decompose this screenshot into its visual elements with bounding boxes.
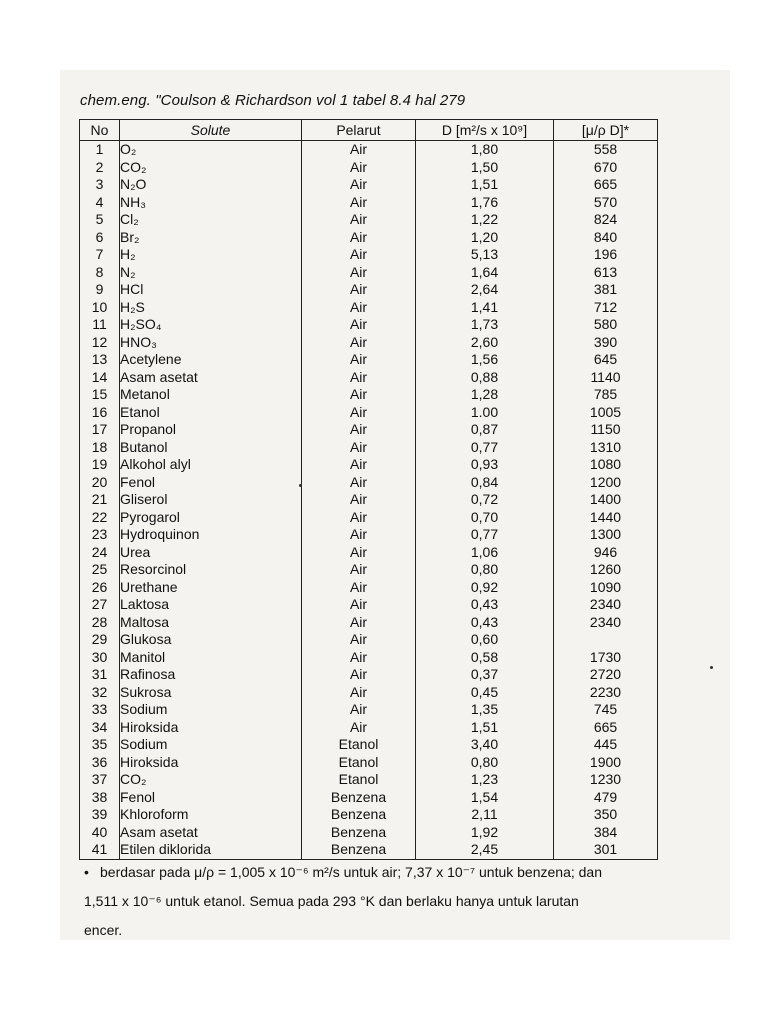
table-row xyxy=(80,736,658,754)
cell-pelarut: Air xyxy=(302,456,416,474)
table-row xyxy=(80,491,658,509)
cell-mu: 1005 xyxy=(554,404,658,422)
cell-pelarut: Air xyxy=(302,509,416,527)
cell-no: 17 xyxy=(80,421,120,439)
cell-mu: 570 xyxy=(554,194,658,212)
cell-mu: 840 xyxy=(554,229,658,247)
scan-speck xyxy=(299,484,302,487)
cell-pelarut: Air xyxy=(302,264,416,282)
cell-pelarut: Air xyxy=(302,649,416,667)
cell-pelarut: Air xyxy=(302,299,416,317)
table-row xyxy=(80,666,658,684)
cell-mu: 1300 xyxy=(554,526,658,544)
cell-solute: Propanol xyxy=(120,421,302,439)
table-row xyxy=(80,281,658,299)
cell-pelarut: Air xyxy=(302,491,416,509)
cell-no: 41 xyxy=(80,841,120,859)
cell-pelarut: Air xyxy=(302,386,416,404)
cell-pelarut: Air xyxy=(302,281,416,299)
cell-no: 6 xyxy=(80,229,120,247)
cell-no: 8 xyxy=(80,264,120,282)
cell-mu: 1230 xyxy=(554,771,658,789)
table-row xyxy=(80,351,658,369)
cell-no: 37 xyxy=(80,771,120,789)
table-row xyxy=(80,771,658,789)
cell-solute: Hiroksida xyxy=(120,719,302,737)
cell-no: 4 xyxy=(80,194,120,212)
cell-mu: 390 xyxy=(554,334,658,352)
table-row xyxy=(80,299,658,317)
cell-no: 20 xyxy=(80,474,120,492)
cell-d: 1,20 xyxy=(416,229,554,247)
cell-solute: H₂S xyxy=(120,299,302,317)
cell-d: 2,45 xyxy=(416,841,554,859)
cell-d: 1,80 xyxy=(416,141,554,159)
cell-solute: Sodium xyxy=(120,701,302,719)
cell-pelarut: Air xyxy=(302,316,416,334)
document-title: chem.eng. "Coulson & Richardson vol 1 tabel 8.4 hal 279 xyxy=(80,92,466,109)
cell-no: 24 xyxy=(80,544,120,562)
cell-d: 0,77 xyxy=(416,439,554,457)
table-row xyxy=(80,194,658,212)
cell-mu: 1900 xyxy=(554,754,658,772)
table-row xyxy=(80,544,658,562)
table-row xyxy=(80,526,658,544)
cell-no: 36 xyxy=(80,754,120,772)
cell-pelarut: Air xyxy=(302,666,416,684)
cell-mu: 2340 xyxy=(554,614,658,632)
table-row xyxy=(80,579,658,597)
table-row xyxy=(80,386,658,404)
cell-pelarut: Air xyxy=(302,631,416,649)
cell-mu: 1310 xyxy=(554,439,658,457)
cell-d: 1,51 xyxy=(416,176,554,194)
cell-d: 2,11 xyxy=(416,806,554,824)
cell-no: 12 xyxy=(80,334,120,352)
cell-solute: Hydroquinon xyxy=(120,526,302,544)
table-row xyxy=(80,456,658,474)
cell-mu: 1730 xyxy=(554,649,658,667)
cell-pelarut: Air xyxy=(302,684,416,702)
cell-pelarut: Air xyxy=(302,229,416,247)
bullet-icon: • xyxy=(84,864,89,880)
cell-no: 10 xyxy=(80,299,120,317)
cell-d: 0,70 xyxy=(416,509,554,527)
cell-pelarut: Air xyxy=(302,246,416,264)
cell-mu: 1440 xyxy=(554,509,658,527)
cell-no: 35 xyxy=(80,736,120,754)
table-row xyxy=(80,614,658,632)
table-row xyxy=(80,701,658,719)
table-row xyxy=(80,141,658,159)
cell-solute: O₂ xyxy=(120,141,302,159)
header-schmidt: [μ/ρ D]* xyxy=(554,120,658,141)
table-row xyxy=(80,421,658,439)
cell-mu: 745 xyxy=(554,701,658,719)
cell-pelarut: Benzena xyxy=(302,806,416,824)
cell-d: 1,28 xyxy=(416,386,554,404)
cell-mu: 1200 xyxy=(554,474,658,492)
table-row xyxy=(80,264,658,282)
cell-pelarut: Etanol xyxy=(302,754,416,772)
header-diffusivity: D [m²/s x 10⁹] xyxy=(416,120,554,141)
cell-no: 3 xyxy=(80,176,120,194)
cell-solute: Urethane xyxy=(120,579,302,597)
cell-d: 1,41 xyxy=(416,299,554,317)
cell-solute: HNO₃ xyxy=(120,334,302,352)
cell-solute: Sukrosa xyxy=(120,684,302,702)
cell-d: 1,06 xyxy=(416,544,554,562)
header-no: No xyxy=(80,120,120,141)
cell-d: 1,35 xyxy=(416,701,554,719)
table-row xyxy=(80,649,658,667)
cell-no: 31 xyxy=(80,666,120,684)
cell-solute: Butanol xyxy=(120,439,302,457)
cell-d: 1,22 xyxy=(416,211,554,229)
cell-d: 0,37 xyxy=(416,666,554,684)
cell-no: 28 xyxy=(80,614,120,632)
cell-no: 22 xyxy=(80,509,120,527)
cell-solute: Etanol xyxy=(120,404,302,422)
cell-mu: 381 xyxy=(554,281,658,299)
cell-mu: 785 xyxy=(554,386,658,404)
cell-solute: Urea xyxy=(120,544,302,562)
cell-d: 1.00 xyxy=(416,404,554,422)
cell-no: 25 xyxy=(80,561,120,579)
cell-solute: Maltosa xyxy=(120,614,302,632)
cell-no: 18 xyxy=(80,439,120,457)
table-body xyxy=(80,141,658,860)
cell-pelarut: Etanol xyxy=(302,771,416,789)
cell-solute: H₂SO₄ xyxy=(120,316,302,334)
cell-pelarut: Air xyxy=(302,369,416,387)
cell-d: 0,60 xyxy=(416,631,554,649)
cell-d: 0,84 xyxy=(416,474,554,492)
cell-mu: 670 xyxy=(554,159,658,177)
cell-pelarut: Air xyxy=(302,701,416,719)
cell-solute: Sodium xyxy=(120,736,302,754)
cell-solute: HCl xyxy=(120,281,302,299)
cell-mu: 445 xyxy=(554,736,658,754)
cell-solute: Etilen diklorida xyxy=(120,841,302,859)
cell-no: 1 xyxy=(80,141,120,159)
table-row xyxy=(80,719,658,737)
scan-speck xyxy=(710,666,713,669)
cell-mu: 384 xyxy=(554,824,658,842)
cell-no: 29 xyxy=(80,631,120,649)
footnote-line-2: 1,511 x 10⁻⁶ untuk etanol. Semua pada 293 °K dan berlaku hanya untuk larutan xyxy=(84,893,579,909)
cell-pelarut: Air xyxy=(302,211,416,229)
cell-mu: 1260 xyxy=(554,561,658,579)
cell-d: 2,60 xyxy=(416,334,554,352)
cell-d: 0,92 xyxy=(416,579,554,597)
cell-pelarut: Air xyxy=(302,579,416,597)
cell-mu: 712 xyxy=(554,299,658,317)
footnote-line-1 xyxy=(84,858,658,887)
cell-mu: 558 xyxy=(554,141,658,159)
cell-no: 13 xyxy=(80,351,120,369)
cell-mu: 350 xyxy=(554,806,658,824)
cell-solute: Cl₂ xyxy=(120,211,302,229)
cell-solute: Fenol xyxy=(120,474,302,492)
cell-solute: Pyrogarol xyxy=(120,509,302,527)
cell-no: 14 xyxy=(80,369,120,387)
cell-d: 2,64 xyxy=(416,281,554,299)
cell-pelarut: Air xyxy=(302,544,416,562)
cell-solute: NH₃ xyxy=(120,194,302,212)
cell-solute: N₂ xyxy=(120,264,302,282)
footnote-text-1: berdasar pada μ/ρ = 1,005 x 10⁻⁶ m²/s untuk air; 7,37 x 10⁻⁷ untuk benzena; dan xyxy=(100,864,602,880)
cell-solute: Acetylene xyxy=(120,351,302,369)
cell-mu: 2230 xyxy=(554,684,658,702)
cell-mu: 2720 xyxy=(554,666,658,684)
cell-pelarut: Air xyxy=(302,614,416,632)
cell-d: 1,51 xyxy=(416,719,554,737)
cell-d: 0,43 xyxy=(416,614,554,632)
cell-no: 9 xyxy=(80,281,120,299)
cell-d: 1,76 xyxy=(416,194,554,212)
table-row xyxy=(80,474,658,492)
cell-pelarut: Air xyxy=(302,159,416,177)
cell-d: 1,92 xyxy=(416,824,554,842)
cell-solute: Fenol xyxy=(120,789,302,807)
cell-pelarut: Air xyxy=(302,526,416,544)
cell-d: 0,80 xyxy=(416,561,554,579)
cell-pelarut: Benzena xyxy=(302,789,416,807)
cell-d: 3,40 xyxy=(416,736,554,754)
cell-pelarut: Benzena xyxy=(302,824,416,842)
footnote xyxy=(84,858,658,945)
cell-solute: Metanol xyxy=(120,386,302,404)
footnote-line-3: encer. xyxy=(84,922,123,938)
cell-solute: Br₂ xyxy=(120,229,302,247)
cell-d: 0,80 xyxy=(416,754,554,772)
cell-solute: Glukosa xyxy=(120,631,302,649)
cell-d: 1,56 xyxy=(416,351,554,369)
cell-no: 11 xyxy=(80,316,120,334)
table-row xyxy=(80,439,658,457)
table-row xyxy=(80,509,658,527)
cell-d: 5,13 xyxy=(416,246,554,264)
cell-pelarut: Air xyxy=(302,194,416,212)
cell-no: 23 xyxy=(80,526,120,544)
cell-pelarut: Etanol xyxy=(302,736,416,754)
cell-no: 34 xyxy=(80,719,120,737)
cell-pelarut: Air xyxy=(302,176,416,194)
cell-d: 0,43 xyxy=(416,596,554,614)
cell-no: 15 xyxy=(80,386,120,404)
table-row xyxy=(80,334,658,352)
cell-no: 33 xyxy=(80,701,120,719)
cell-no: 21 xyxy=(80,491,120,509)
cell-pelarut: Air xyxy=(302,719,416,737)
cell-solute: Resorcinol xyxy=(120,561,302,579)
cell-mu xyxy=(554,631,658,649)
cell-no: 16 xyxy=(80,404,120,422)
table-row xyxy=(80,316,658,334)
cell-no: 7 xyxy=(80,246,120,264)
diffusivity-table xyxy=(79,119,658,860)
cell-no: 32 xyxy=(80,684,120,702)
cell-solute: Gliserol xyxy=(120,491,302,509)
cell-solute: Manitol xyxy=(120,649,302,667)
cell-d: 0,77 xyxy=(416,526,554,544)
cell-solute: CO₂ xyxy=(120,771,302,789)
cell-d: 1,64 xyxy=(416,264,554,282)
cell-solute: Alkohol alyl xyxy=(120,456,302,474)
table-row xyxy=(80,369,658,387)
cell-pelarut: Benzena xyxy=(302,841,416,859)
cell-mu: 1140 xyxy=(554,369,658,387)
cell-mu: 196 xyxy=(554,246,658,264)
cell-no: 19 xyxy=(80,456,120,474)
cell-pelarut: Air xyxy=(302,421,416,439)
table-row xyxy=(80,246,658,264)
header-pelarut: Pelarut xyxy=(302,120,416,141)
cell-no: 39 xyxy=(80,806,120,824)
table-row xyxy=(80,159,658,177)
table-row xyxy=(80,789,658,807)
table-row xyxy=(80,211,658,229)
table-row xyxy=(80,631,658,649)
table-row xyxy=(80,176,658,194)
cell-mu: 1400 xyxy=(554,491,658,509)
cell-solute: Rafinosa xyxy=(120,666,302,684)
table-row xyxy=(80,824,658,842)
cell-d: 1,54 xyxy=(416,789,554,807)
table-header-row xyxy=(80,120,658,141)
cell-no: 30 xyxy=(80,649,120,667)
table-row xyxy=(80,754,658,772)
cell-mu: 665 xyxy=(554,719,658,737)
cell-no: 2 xyxy=(80,159,120,177)
cell-solute: Asam asetat xyxy=(120,824,302,842)
cell-no: 40 xyxy=(80,824,120,842)
cell-d: 0,88 xyxy=(416,369,554,387)
table-row xyxy=(80,561,658,579)
cell-d: 0,87 xyxy=(416,421,554,439)
cell-mu: 580 xyxy=(554,316,658,334)
cell-pelarut: Air xyxy=(302,141,416,159)
cell-solute: Khloroform xyxy=(120,806,302,824)
cell-mu: 1080 xyxy=(554,456,658,474)
cell-d: 0,58 xyxy=(416,649,554,667)
cell-pelarut: Air xyxy=(302,439,416,457)
cell-no: 26 xyxy=(80,579,120,597)
cell-pelarut: Air xyxy=(302,596,416,614)
cell-no: 27 xyxy=(80,596,120,614)
cell-no: 38 xyxy=(80,789,120,807)
cell-solute: CO₂ xyxy=(120,159,302,177)
cell-mu: 645 xyxy=(554,351,658,369)
cell-mu: 613 xyxy=(554,264,658,282)
cell-pelarut: Air xyxy=(302,351,416,369)
cell-mu: 946 xyxy=(554,544,658,562)
table-row xyxy=(80,684,658,702)
cell-mu: 665 xyxy=(554,176,658,194)
table-row xyxy=(80,229,658,247)
cell-mu: 1150 xyxy=(554,421,658,439)
cell-solute: H₂ xyxy=(120,246,302,264)
cell-pelarut: Air xyxy=(302,474,416,492)
cell-pelarut: Air xyxy=(302,334,416,352)
cell-mu: 301 xyxy=(554,841,658,859)
table-row xyxy=(80,806,658,824)
cell-d: 1,73 xyxy=(416,316,554,334)
cell-no: 5 xyxy=(80,211,120,229)
cell-d: 0,45 xyxy=(416,684,554,702)
cell-pelarut: Air xyxy=(302,561,416,579)
cell-d: 1,23 xyxy=(416,771,554,789)
table-row xyxy=(80,841,658,859)
cell-mu: 2340 xyxy=(554,596,658,614)
cell-mu: 824 xyxy=(554,211,658,229)
cell-solute: Hiroksida xyxy=(120,754,302,772)
cell-mu: 1090 xyxy=(554,579,658,597)
cell-d: 0,93 xyxy=(416,456,554,474)
cell-pelarut: Air xyxy=(302,404,416,422)
cell-solute: Asam asetat xyxy=(120,369,302,387)
table-row xyxy=(80,596,658,614)
cell-d: 0,72 xyxy=(416,491,554,509)
table-row xyxy=(80,404,658,422)
header-solute: Solute xyxy=(120,120,302,141)
cell-d: 1,50 xyxy=(416,159,554,177)
cell-solute: N₂O xyxy=(120,176,302,194)
cell-solute: Laktosa xyxy=(120,596,302,614)
cell-mu: 479 xyxy=(554,789,658,807)
